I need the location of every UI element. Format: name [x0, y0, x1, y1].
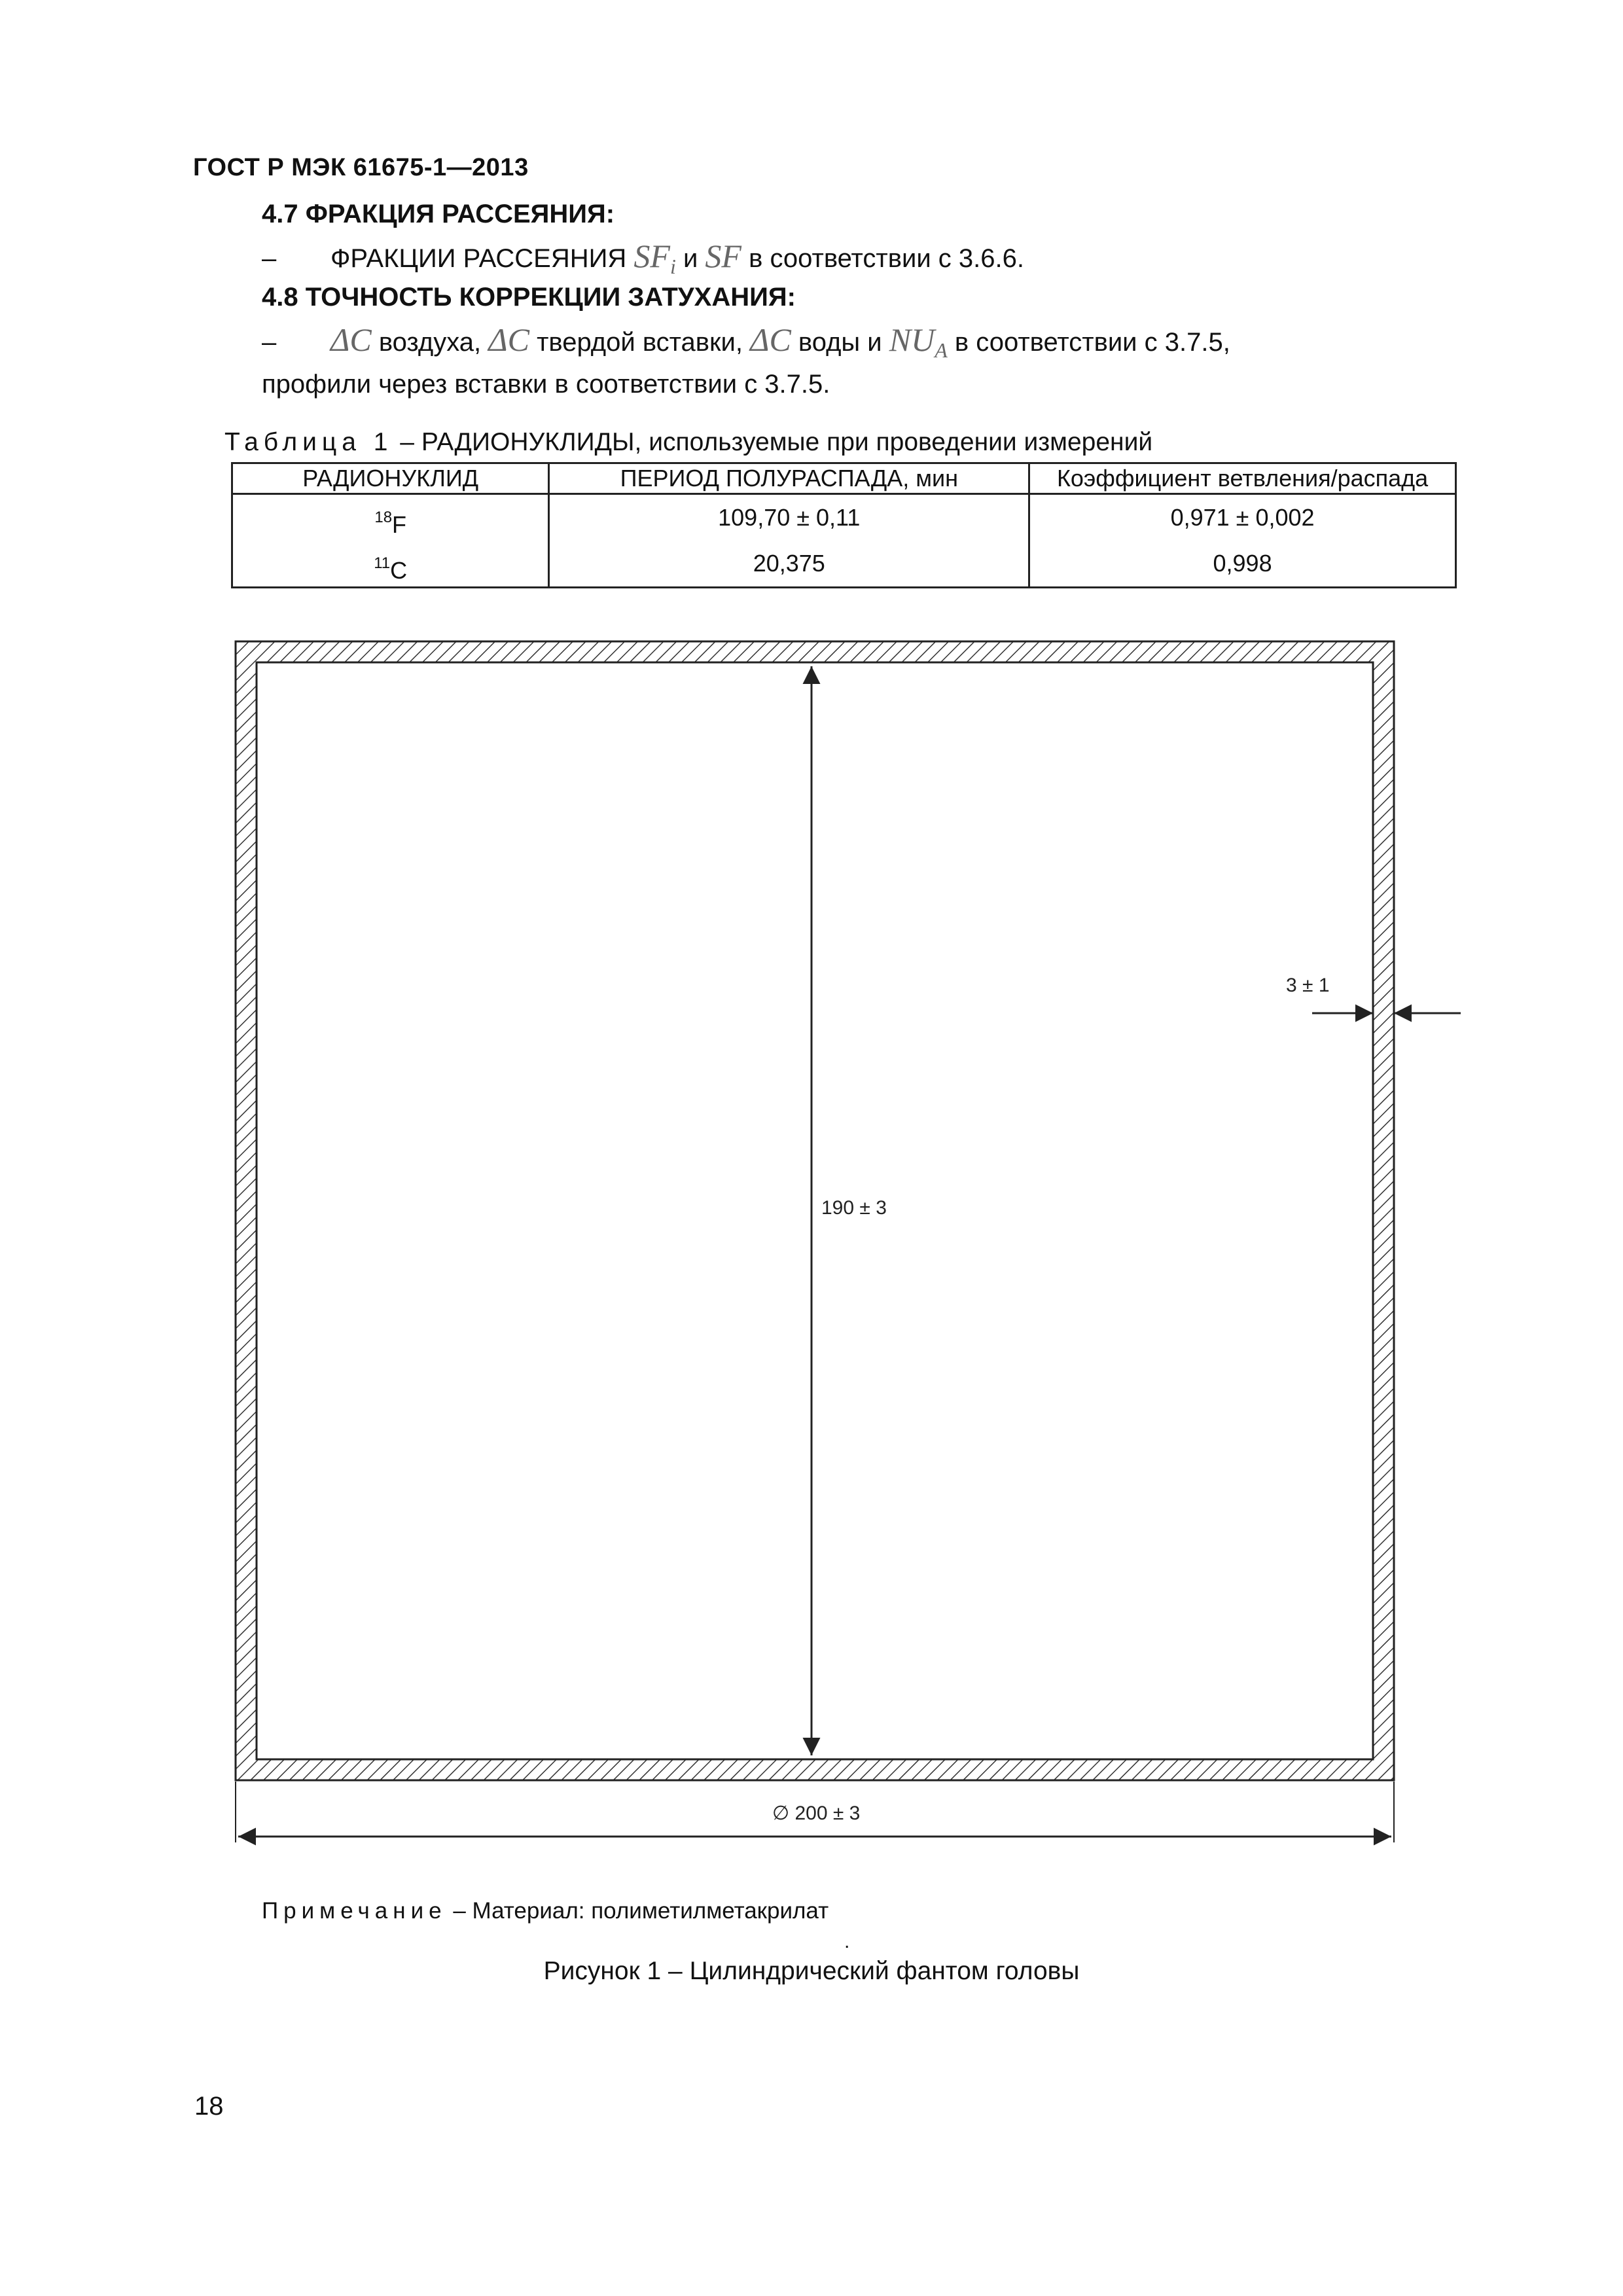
- table-body-row: [232, 494, 1456, 588]
- table-header-row: [232, 463, 1456, 494]
- list-dash: –: [262, 244, 277, 273]
- branching-value: 0,971 ± 0,002: [1170, 504, 1315, 531]
- stray-dot: .: [844, 1931, 850, 1952]
- table-row: [233, 495, 548, 541]
- half-life-cell: [549, 494, 1029, 588]
- radionuclide-cell: [232, 494, 549, 588]
- page-number: 18: [194, 2092, 224, 2121]
- table-caption-label: Таблица 1: [224, 428, 393, 456]
- and-text: и: [683, 244, 698, 273]
- column-header: РАДИОНУКЛИД: [232, 463, 549, 494]
- scatter-fraction-text: ФРАКЦИИ РАССЕЯНИЯ: [330, 244, 627, 273]
- reference-text: в соответствии с 3.6.6.: [749, 244, 1024, 273]
- symbol-delta-c: ΔC: [488, 321, 529, 358]
- solid-insert-text: твердой вставки,: [537, 328, 743, 357]
- column-header: ПЕРИОД ПОЛУРАСПАДА, мин: [549, 463, 1029, 494]
- figure-caption: Рисунок 1 – Цилиндрический фантом головы: [543, 1957, 1080, 1985]
- phantom-wall: [236, 641, 1394, 1780]
- note-label: Примечание: [262, 1898, 447, 1924]
- phantom-drawing: [223, 628, 1479, 1859]
- section-4-7-item: [262, 237, 1024, 279]
- section-4-7-title: 4.7 ФРАКЦИЯ РАССЕЯНИЯ:: [262, 200, 615, 228]
- branching-value: 0,998: [1213, 550, 1272, 577]
- document-header: ГОСТ Р МЭК 61675-1—2013: [193, 154, 529, 181]
- half-life-value: 109,70 ± 0,11: [718, 504, 861, 531]
- table-caption: [224, 428, 1152, 457]
- water-text: воды и: [798, 328, 882, 357]
- symbol-nu-a: $NU_A$: [889, 321, 948, 362]
- list-dash: –: [262, 328, 277, 357]
- table-row: [233, 541, 548, 586]
- symbol-delta-c: ΔC: [330, 321, 372, 358]
- column-header: Коэффициент ветвления/распада: [1029, 463, 1456, 494]
- height-label: 190 ± 3: [821, 1197, 887, 1219]
- wall-thickness-label: 3 ± 1: [1286, 975, 1330, 996]
- branching-cell: [1029, 494, 1456, 588]
- table-caption-text: – РАДИОНУКЛИДЫ, используемые при проведении измерений: [400, 428, 1153, 456]
- mass-number: 11: [374, 554, 391, 572]
- section-4-8-title: 4.8 ТОЧНОСТЬ КОРРЕКЦИИ ЗАТУХАНИЯ:: [262, 283, 796, 312]
- element-symbol: F: [392, 511, 407, 538]
- element-symbol: C: [390, 557, 408, 584]
- note-text: – Материал: полиметилметакрилат: [453, 1898, 829, 1924]
- half-life-value: 20,375: [753, 550, 825, 577]
- section-4-8-line2: профили через вставки в соответствии с 3.7.5.: [262, 370, 830, 399]
- reference-text: в соответствии с 3.7.5,: [954, 328, 1230, 357]
- symbol-sf: SF: [705, 238, 741, 274]
- air-text: воздуха,: [378, 328, 482, 357]
- radionuclide-table: [231, 462, 1457, 588]
- figure-note: [262, 1898, 829, 1924]
- section-4-8-item: [262, 321, 1230, 363]
- symbol-sf-i: $SF_i$: [633, 238, 676, 278]
- symbol-delta-c: ΔC: [750, 321, 791, 358]
- mass-number: 18: [374, 509, 393, 526]
- diameter-label: ∅ 200 ± 3: [772, 1803, 861, 1824]
- diameter-dimension: [236, 1782, 1394, 1842]
